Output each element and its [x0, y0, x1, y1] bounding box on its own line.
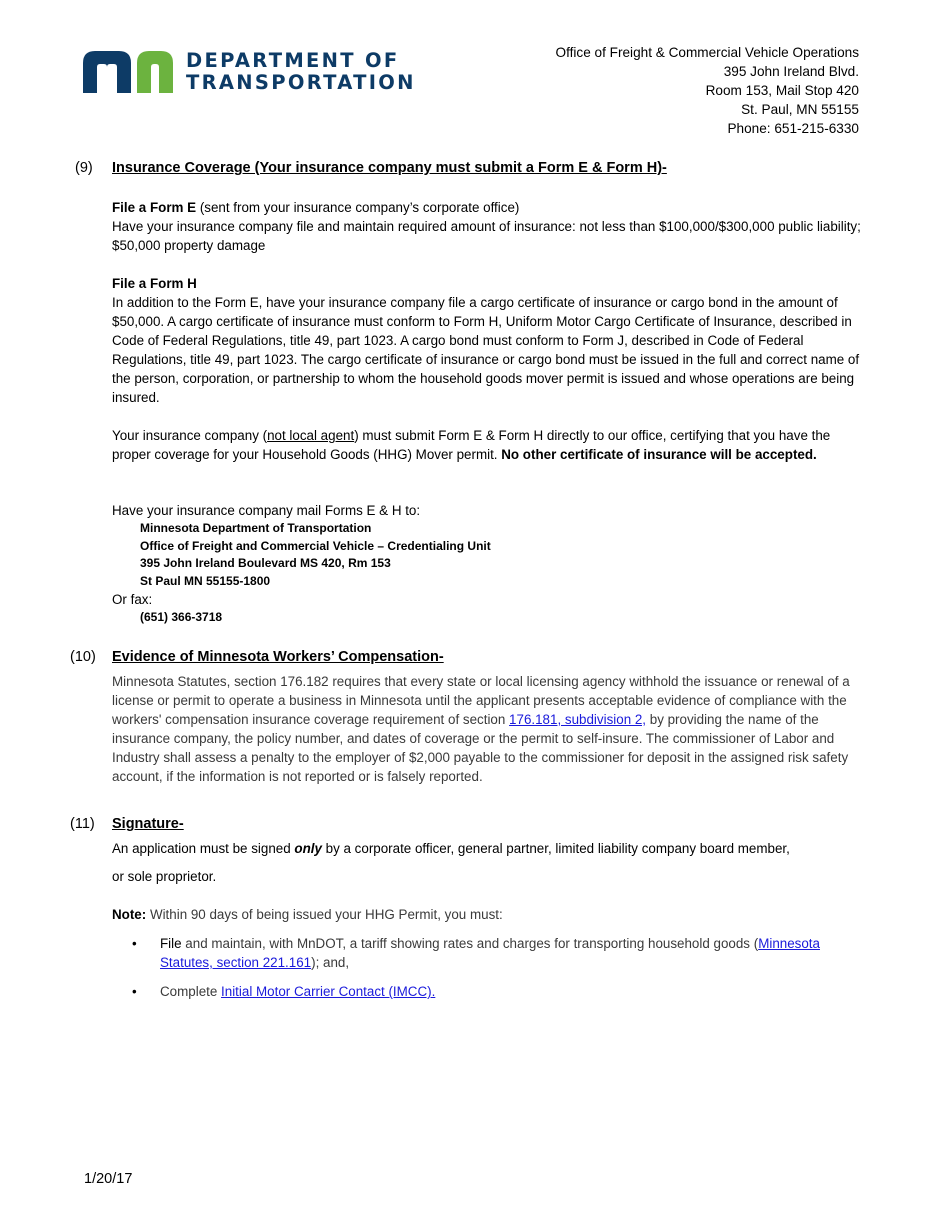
form-h-label: File a Form H — [112, 276, 197, 291]
sig-emphasis: only — [294, 841, 322, 856]
office-street: 395 John Ireland Blvd. — [723, 64, 859, 79]
agent-pre: Your insurance company ( — [112, 428, 268, 443]
section-number: (11) — [70, 816, 95, 832]
address-line: St Paul MN 55155-1800 — [140, 573, 271, 588]
imcc-link[interactable]: Initial Motor Carrier Contact (IMCC). — [221, 984, 436, 999]
workers-comp-text-post: by providing the name of the insurance company, the policy number, and dates of coverage or the permit to self-insure. The commissioner of Labor and Industry shall assess a penalty to the employer of $2,000 payable to the commissioner for deposit in the assigned risk safety account, if the information is not reported or is falsely reported. — [112, 712, 849, 784]
agent-paragraph — [112, 426, 862, 464]
form-e-block — [112, 198, 862, 255]
section-title: Signature- — [112, 816, 184, 832]
bullet-dot: • — [132, 936, 137, 951]
form-h-text: In addition to the Form E, have your insurance company file a cargo certificate of insurance or cargo bond in the amount of $50,000. A cargo certificate of insurance must conform to Form H, Uniform Motor Cargo Certificate of Insurance, described in Code of Federal Regulations, title 49, part 1023. A cargo bond must conform to Form J, described in Code of Federal Regulations, title 49, part 1023. The cargo certificate of insurance or cargo bond must be issued in the full and correct name of the person, corporation, or partnership to whom the household goods mover permit is issued and whose operations are being insured. — [112, 295, 860, 405]
workers-comp-text-pre: Minnesota Statutes, section 176.182 requires that every state or local licensing agency withhold the issuance or renewal of a license or permit to operate a business in Minnesota until the applicant presents acceptable evidence of compliance with the workers' compensation insurance coverage requirement of section — [112, 674, 850, 727]
sig-line1-post: by a corporate officer, general partner, limited liability company board member, — [321, 841, 790, 856]
section-number: (9) — [75, 160, 93, 176]
office-phone: Phone: 651-215-6330 — [727, 121, 859, 136]
logo-wordmark — [186, 50, 416, 94]
sig-pre: An application must be signed — [112, 841, 295, 856]
office-room: Room 153, Mail Stop 420 — [705, 83, 859, 98]
bullet1-text: and maintain, with MnDOT, a tariff showing rates and charges for transporting household goods ( — [181, 936, 759, 951]
note-text: Within 90 days of being issued your HHG Permit, you must: — [146, 907, 503, 922]
workers-comp-text — [112, 672, 862, 786]
section-title: Insurance Coverage (Your insurance company must submit a Form E & Form H)- — [112, 160, 667, 176]
bullet1-end: ); and, — [311, 955, 350, 970]
bullet1-lead: File — [160, 936, 182, 951]
address-line: Minnesota Department of Transportation — [140, 521, 372, 535]
mailing-block — [112, 501, 862, 627]
address-line: 395 John Ireland Boulevard MS 420, Rm 153 — [140, 556, 391, 570]
office-city: St. Paul, MN 55155 — [741, 102, 859, 117]
mailing-address — [112, 520, 862, 590]
revision-date: 1/20/17 — [84, 1171, 133, 1187]
office-address-block — [556, 43, 859, 138]
section-title: Evidence of Minnesota Workers’ Compensation- — [112, 649, 444, 665]
signature-text — [112, 839, 862, 886]
address-line: Office of Freight and Commercial Vehicle – Credentialing Unit — [140, 538, 491, 553]
logo-line-1: DEPARTMENT OF — [186, 49, 400, 72]
form-e-note: (sent from your insurance company’s corporate office) — [196, 200, 520, 215]
logo-line-2: TRANSPORTATION — [186, 71, 416, 94]
fax-number: (651) 366-3718 — [140, 610, 223, 624]
bullet-dot: • — [132, 984, 137, 999]
form-h-block — [112, 274, 862, 407]
bullet2-text: Complete — [160, 984, 222, 999]
statute-221-161-link[interactable]: Minnesota Statutes, section 221.161 — [160, 936, 820, 970]
bullet-complete-imcc — [112, 982, 862, 1001]
mn-logo-mark-icon — [83, 49, 183, 93]
mndot-logo — [83, 48, 423, 94]
note-label: Note: — [112, 907, 147, 922]
agent-post: ) must submit Form E & Form H directly to our office, certifying that you have the proper coverage for your Household Goods (HHG) Mover permit. — [112, 428, 831, 462]
agent-bold-note: No other certificate of insurance will be accepted. — [501, 447, 817, 462]
section-number: (10) — [70, 649, 96, 665]
note-block — [112, 905, 862, 1001]
mail-intro: Have your insurance company mail Forms E & H to: — [112, 503, 421, 518]
bullet-file-tariff — [112, 934, 862, 972]
agent-underlined: not local agent — [267, 428, 355, 443]
fax-intro: Or fax: — [112, 592, 153, 607]
statute-176-181-link[interactable]: 176.181, subdivision 2, — [509, 712, 647, 727]
form-e-label: File a Form E — [112, 200, 197, 215]
form-e-text: Have your insurance company file and maintain required amount of insurance: not less than $100,000/$300,000 public liability; $50,000 property damage — [112, 219, 861, 253]
sig-line2: or sole proprietor. — [112, 869, 217, 884]
office-name: Office of Freight & Commercial Vehicle Operations — [555, 45, 859, 60]
